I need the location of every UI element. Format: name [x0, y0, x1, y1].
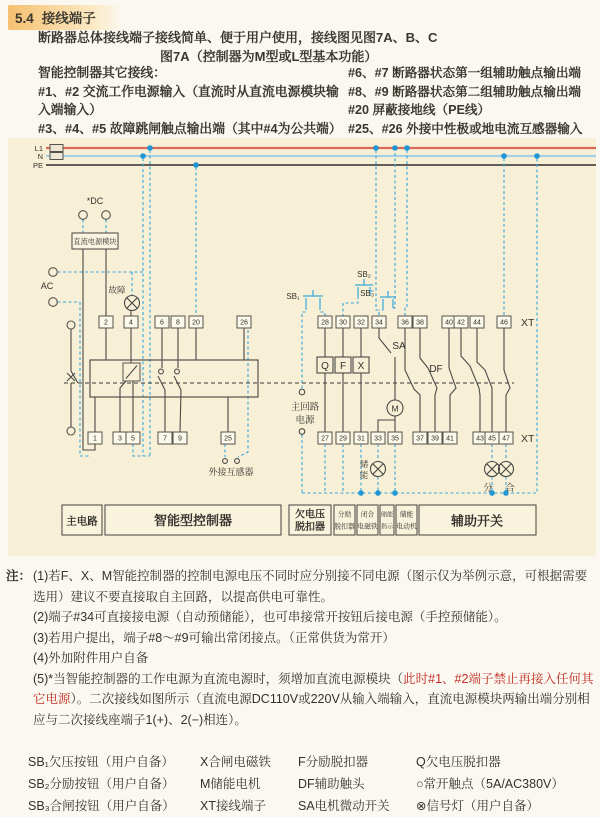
wiring-list-title: 智能控制器其它接线：	[38, 65, 166, 80]
note-1: (1)若F、X、M智能控制器的控制电源电压不同时应分别接不同电源（图示仅为举例示意，可根据需要选用）建议不要直接取自主回路，以提高供电可靠性。	[33, 569, 588, 604]
legend-item: SA电机微动开关	[298, 799, 390, 813]
legend-item: M储能电机	[200, 777, 261, 791]
legend-item: XT接线端子	[200, 799, 266, 813]
sa-label: SA	[392, 341, 406, 352]
x-label: X	[357, 361, 365, 372]
terminal	[428, 432, 442, 444]
legend-item: Q欠电压脱扣器	[416, 755, 501, 769]
df-label: DF	[429, 364, 443, 375]
terminal	[336, 432, 350, 444]
close-lamp-label: 合	[505, 483, 515, 494]
svg-text:42: 42	[457, 319, 465, 327]
bus-label-pe: PE	[32, 161, 43, 170]
f-label: F	[339, 361, 347, 372]
wiring-item: #3、#4、#5 故障跳闸触点输出端（其中#4为公共端）	[38, 120, 342, 136]
legend-item: X合闸电磁铁	[200, 755, 271, 769]
svg-text:35: 35	[391, 435, 399, 443]
terminal	[371, 432, 385, 444]
terminal	[155, 316, 169, 328]
ct-label: 外接互感器	[208, 467, 254, 477]
legend-item: SB₂分励按钮（用户自备）	[28, 777, 175, 791]
svg-text:25: 25	[224, 435, 232, 443]
terminal	[354, 432, 368, 444]
svg-text:44: 44	[473, 319, 481, 327]
svg-text:智能型控制器: 智能型控制器	[153, 513, 233, 528]
svg-text:电动机: 电动机	[396, 523, 417, 531]
terminal	[126, 432, 140, 444]
dc-input-terminal	[102, 211, 111, 220]
open-lamp-label: 分	[483, 483, 493, 494]
svg-text:主电路: 主电路	[66, 515, 98, 528]
terminal	[221, 432, 235, 444]
legend-item: ○常开触点（5A/AC380V）	[416, 777, 564, 791]
terminal	[88, 432, 102, 444]
svg-text:43: 43	[476, 435, 484, 443]
fuse-n	[50, 153, 63, 160]
bus-label-l1: L1	[34, 144, 43, 153]
terminal	[173, 432, 187, 444]
svg-text:脱扣器: 脱扣器	[295, 522, 325, 533]
svg-text:31: 31	[357, 435, 365, 443]
svg-text:6: 6	[160, 319, 164, 327]
wiring-item: #20 屏蔽接地线（PE线）	[348, 103, 491, 117]
svg-text:32: 32	[357, 319, 365, 327]
svg-text:分励: 分励	[337, 511, 352, 519]
pole-terminal	[67, 427, 75, 435]
ac-terminal	[49, 298, 58, 307]
svg-text:41: 41	[446, 435, 454, 443]
terminal	[318, 432, 332, 444]
svg-text:9: 9	[178, 435, 182, 443]
bus-label-n: N	[37, 152, 43, 161]
svg-text:辅助开关: 辅助开关	[450, 513, 504, 529]
svg-text:主回路: 主回路	[290, 402, 320, 413]
charge-label-1: 储	[359, 459, 369, 469]
dc-module-label: 直流电源模块	[73, 237, 117, 246]
svg-text:电磁铁: 电磁铁	[357, 523, 378, 531]
svg-text:5: 5	[131, 435, 135, 443]
dc-input-terminal	[79, 211, 88, 220]
legend-item: F分励脱扣器	[298, 755, 369, 769]
terminal	[413, 316, 427, 328]
svg-text:指示: 指示	[380, 523, 394, 531]
xt-label-top: XT	[521, 317, 535, 329]
fault-label: 故障	[108, 285, 126, 295]
symbol-legend	[28, 751, 564, 817]
terminal	[485, 432, 499, 444]
note-5-warning: 此时#1、#2端子禁止再接入任何其它电源	[33, 671, 594, 706]
ac-terminal	[49, 268, 58, 277]
svg-text:3: 3	[118, 435, 122, 443]
section-title: 接线端子	[41, 11, 96, 26]
legend-item: SB₁欠压按钮（用户自备）	[28, 755, 174, 769]
sb3-label: SB₃	[360, 289, 374, 298]
svg-text:33: 33	[374, 435, 382, 443]
terminal	[237, 316, 251, 328]
svg-text:闭合: 闭合	[360, 511, 375, 519]
terminal	[443, 432, 457, 444]
wiring-list-left	[38, 64, 350, 138]
legend-row	[28, 795, 564, 817]
q-label: Q	[321, 361, 329, 372]
block-shunt-release	[334, 505, 355, 535]
charge-label-2: 能	[359, 470, 369, 480]
svg-text:8: 8	[176, 319, 180, 327]
notes-section	[6, 566, 595, 730]
svg-text:47: 47	[502, 435, 510, 443]
legend-item: SB₃合闸按钮（用户自备）	[28, 799, 175, 813]
figure-caption: 图7A（控制器为M型或L型基本功能）	[160, 49, 378, 64]
legend-item: ⊗信号灯（用户自备）	[416, 799, 539, 813]
note-3: (3)若用户提出，端子#8～#9可输出常闭接点。（正常供货为常开）	[33, 630, 395, 645]
note-2: (2)端子#34可直接接电源（自动预储能），也可串接常开按钮后接电源（手控预储能）。	[33, 610, 507, 624]
wiring-list-right	[348, 64, 598, 138]
svg-text:7: 7	[163, 435, 167, 443]
svg-text:2: 2	[104, 319, 108, 327]
svg-text:30: 30	[339, 319, 347, 327]
svg-text:储能: 储能	[399, 511, 414, 519]
terminal	[171, 316, 185, 328]
svg-text:脱扣器: 脱扣器	[334, 523, 355, 531]
terminal	[372, 316, 386, 328]
terminal	[413, 432, 427, 444]
svg-text:38: 38	[416, 319, 424, 327]
sb1-label: SB₁	[286, 292, 300, 301]
wiring-item: #25、#26 外接中性极或地电流互感器输入	[348, 121, 583, 136]
block-closing-coil	[357, 505, 378, 535]
legend-item: DF辅助触头	[298, 777, 365, 791]
svg-text:34: 34	[375, 319, 383, 327]
svg-text:储能: 储能	[380, 511, 394, 519]
svg-text:29: 29	[339, 435, 347, 443]
note-4: (4)外加附件用户自备	[33, 651, 149, 665]
intro-text: 断路器总体接线端子接线简单、便于用户使用，接线图见图7A、B、C	[38, 30, 438, 45]
xt-label-bottom: XT	[521, 433, 535, 445]
fuse-l1	[50, 145, 63, 152]
terminal	[497, 316, 511, 328]
terminal	[99, 316, 113, 328]
wiring-item: #1、#2 交流工作电源输入（直流时从直流电源模块输入端输入）	[38, 83, 339, 117]
terminal	[354, 316, 368, 328]
terminal	[388, 432, 402, 444]
terminal	[336, 316, 350, 328]
terminal	[499, 432, 513, 444]
wiring-diagram-7a	[0, 136, 600, 560]
svg-text:1: 1	[93, 435, 97, 443]
svg-text:20: 20	[192, 319, 200, 327]
svg-text:28: 28	[321, 319, 329, 327]
terminal	[398, 316, 412, 328]
svg-text:46: 46	[500, 319, 508, 327]
block-charge-motor	[396, 505, 417, 535]
legend-row	[28, 773, 564, 795]
notes-tag: 注：	[6, 569, 32, 583]
svg-text:37: 37	[416, 435, 424, 443]
legend-row	[28, 751, 564, 773]
section-blocks	[62, 505, 536, 535]
pole-terminal	[67, 321, 75, 329]
svg-text:36: 36	[401, 319, 409, 327]
wiring-item: #8、#9 断路器状态第二组辅助触点输出端	[348, 84, 582, 99]
svg-text:39: 39	[431, 435, 439, 443]
dc-input-label: *DC	[86, 196, 104, 206]
wiring-item: #6、#7 断路器状态第一组辅助触点输出端	[348, 66, 582, 80]
terminal	[470, 316, 484, 328]
svg-text:26: 26	[240, 319, 248, 327]
terminal	[189, 316, 203, 328]
terminal	[113, 432, 127, 444]
svg-text:45: 45	[488, 435, 496, 443]
svg-text:27: 27	[321, 435, 329, 443]
terminal	[158, 432, 172, 444]
section-number: 5.4	[15, 11, 34, 26]
svg-text:欠电压: 欠电压	[295, 509, 325, 521]
svg-text:电源: 电源	[295, 415, 315, 426]
svg-text:M: M	[391, 403, 399, 414]
sb2-label: SB₂	[357, 270, 371, 279]
block-charge-indicator	[380, 505, 394, 535]
svg-text:4: 4	[129, 319, 133, 327]
terminal	[124, 316, 138, 328]
svg-text:40: 40	[445, 319, 453, 327]
ac-label: AC	[40, 281, 54, 291]
terminal	[318, 316, 332, 328]
terminal	[454, 316, 468, 328]
note-5: (5)*当智能控制器的工作电源为直流电源时，须增加直流电源模块（此时#1、#2端子禁止再接入任何其它电源）。二次接线如图所示（直流电源DC110V或220V从输入端输入，直流电源模块两输出端分别相应与二次接线座端子1(+)、2(−)相连）。	[33, 671, 594, 727]
